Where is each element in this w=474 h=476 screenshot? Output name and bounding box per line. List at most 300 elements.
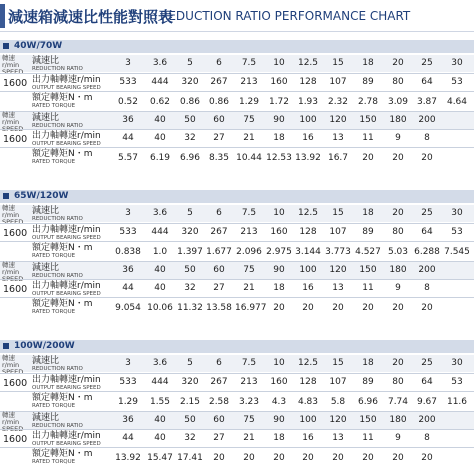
torque-cell: 1.93 xyxy=(297,97,319,107)
speed-cell: 44 xyxy=(122,283,134,293)
speed-label xyxy=(32,225,101,241)
ratio-cell: 100 xyxy=(299,265,317,275)
speed-cell: 107 xyxy=(329,377,347,387)
ratio-label-en: REDUCTION RATIO xyxy=(32,66,83,72)
torque-cell: 1.397 xyxy=(177,247,203,257)
speed-label xyxy=(32,75,101,91)
ratio-cell: 12.5 xyxy=(297,58,319,68)
speed-cell: 21 xyxy=(243,283,255,293)
speed-cell: 320 xyxy=(181,227,199,237)
speed-cell: 27 xyxy=(213,283,225,293)
ratio-cell: 50 xyxy=(184,415,196,425)
input-rpm: 1600 xyxy=(3,434,28,445)
side-unit: r/min xyxy=(2,118,20,126)
ratio-cell: 150 xyxy=(359,415,377,425)
ratio-cell: 90 xyxy=(273,415,285,425)
torque-cell: 3.144 xyxy=(295,247,321,257)
ratio-cell: 15 xyxy=(332,358,344,368)
ratio-cell: 3.6 xyxy=(152,358,168,368)
speed-cell: 64 xyxy=(421,377,433,387)
torque-cell: 20 xyxy=(421,303,433,313)
speed-label-cn: 出力軸轉速r/min xyxy=(32,75,101,85)
speed-cell: 444 xyxy=(151,377,169,387)
torque-row xyxy=(0,241,474,260)
torque-cell: 11.32 xyxy=(177,303,203,313)
torque-label-cn: 額定轉矩N・m xyxy=(32,449,93,459)
ratio-cell: 7.5 xyxy=(241,58,257,68)
side-cn: 轉速 xyxy=(2,54,15,62)
input-rpm: 1600 xyxy=(3,378,28,389)
torque-row xyxy=(0,447,474,466)
speed-cell: 16 xyxy=(302,283,314,293)
section-header xyxy=(0,340,474,353)
ratio-cell: 12.5 xyxy=(297,358,319,368)
ratio-cell: 15 xyxy=(332,208,344,218)
speed-cell: 18 xyxy=(273,133,285,143)
ratio-cell: 6 xyxy=(216,358,222,368)
torque-cell: 0.62 xyxy=(149,97,171,107)
section-header xyxy=(0,190,474,203)
ratio-cell: 200 xyxy=(418,265,436,275)
torque-label xyxy=(32,93,93,109)
torque-cell: 5.03 xyxy=(387,247,409,257)
torque-cell: 8.35 xyxy=(208,153,230,163)
torque-label xyxy=(32,299,93,315)
torque-label xyxy=(32,243,93,259)
ratio-cell: 200 xyxy=(418,415,436,425)
torque-cell: 2.78 xyxy=(357,97,379,107)
ratio-cell: 5 xyxy=(187,208,193,218)
torque-cell: 20 xyxy=(362,303,374,313)
torque-cell: 15.47 xyxy=(147,453,173,463)
ratio-cell: 5 xyxy=(187,358,193,368)
torque-cell: 7.74 xyxy=(387,397,409,407)
speed-cell: 267 xyxy=(210,227,228,237)
torque-cell: 12.53 xyxy=(266,153,292,163)
side-cn: 轉速 xyxy=(2,204,15,212)
torque-row xyxy=(0,391,474,410)
torque-cell: 6.96 xyxy=(179,153,201,163)
speed-cell: 267 xyxy=(210,77,228,87)
speed-cell: 13 xyxy=(332,283,344,293)
ratio-cell: 150 xyxy=(359,265,377,275)
title-english: REDUCTION RATIO PERFORMANCE CHART xyxy=(160,9,411,23)
ratio-cell: 90 xyxy=(273,115,285,125)
ratio-label-en: REDUCTION RATIO xyxy=(32,273,83,279)
speed-label-en: OUTPUT BEARING SPEED xyxy=(32,385,101,391)
ratio-label xyxy=(32,56,83,72)
speed-label-cn: 出力軸轉速r/min xyxy=(32,281,101,291)
speed-cell: 9 xyxy=(395,283,401,293)
ratio-cell: 7.5 xyxy=(241,208,257,218)
ratio-label-cn: 減速比 xyxy=(32,263,60,273)
torque-cell: 20 xyxy=(392,303,404,313)
speed-label-cn: 出力軸轉速r/min xyxy=(32,431,101,441)
torque-cell: 6.19 xyxy=(149,153,171,163)
ratio-cell: 50 xyxy=(184,265,196,275)
speed-label-cn: 出力軸轉速r/min xyxy=(32,375,101,385)
ratio-row xyxy=(0,54,474,76)
speed-cell: 107 xyxy=(329,227,347,237)
side-en: SPEED xyxy=(2,68,24,76)
speed-cell: 160 xyxy=(270,77,288,87)
ratio-cell: 60 xyxy=(213,115,225,125)
speed-cell: 213 xyxy=(240,77,258,87)
side-unit: r/min xyxy=(2,211,20,219)
speed-cell: 80 xyxy=(392,377,404,387)
speed-label-en: OUTPUT BEARING SPEED xyxy=(32,291,101,297)
ratio-cell: 120 xyxy=(329,415,347,425)
ratio-cell: 100 xyxy=(299,415,317,425)
ratio-cell: 15 xyxy=(332,58,344,68)
speed-label-en: OUTPUT BEARING SPEED xyxy=(32,235,101,241)
ratio-cell: 180 xyxy=(389,265,407,275)
speed-cell: 27 xyxy=(213,133,225,143)
ratio-label-cn: 減速比 xyxy=(32,413,60,423)
torque-cell: 2.975 xyxy=(266,247,292,257)
ratio-cell: 150 xyxy=(359,115,377,125)
speed-cell: 444 xyxy=(151,227,169,237)
section-title: 100W/200W xyxy=(14,341,75,351)
speed-cell: 128 xyxy=(299,377,317,387)
side-cn: 轉速 xyxy=(2,411,15,419)
speed-cell: 16 xyxy=(302,133,314,143)
speed-cell: 533 xyxy=(119,377,137,387)
speed-cell: 18 xyxy=(273,433,285,443)
ratio-cell: 40 xyxy=(154,265,166,275)
section-header xyxy=(0,40,474,53)
speed-label xyxy=(32,375,101,391)
torque-cell: 2.32 xyxy=(327,97,349,107)
ratio-cell: 5 xyxy=(187,58,193,68)
torque-label-en: RATED TORQUE xyxy=(32,309,76,315)
ratio-cell: 36 xyxy=(122,415,134,425)
torque-cell: 13.58 xyxy=(206,303,232,313)
ratio-cell: 10 xyxy=(273,208,285,218)
ratio-row xyxy=(0,204,474,226)
torque-cell: 2.58 xyxy=(208,397,230,407)
torque-cell: 9.67 xyxy=(416,397,438,407)
ratio-cell: 100 xyxy=(299,115,317,125)
ratio-cell: 7.5 xyxy=(241,358,257,368)
ratio-cell: 200 xyxy=(418,115,436,125)
ratio-row xyxy=(0,261,474,283)
speed-row xyxy=(0,73,474,91)
ratio-cell: 50 xyxy=(184,115,196,125)
ratio-label xyxy=(32,263,83,279)
torque-cell: 1.29 xyxy=(117,397,139,407)
side-en: SPEED xyxy=(2,275,24,283)
ratio-cell: 18 xyxy=(362,208,374,218)
torque-row xyxy=(0,297,474,316)
ratio-cell: 3.6 xyxy=(152,208,168,218)
ratio-cell: 36 xyxy=(122,115,134,125)
speed-cell: 444 xyxy=(151,77,169,87)
ratio-cell: 36 xyxy=(122,265,134,275)
speed-cell: 32 xyxy=(184,433,196,443)
speed-cell: 53 xyxy=(451,227,463,237)
speed-cell: 80 xyxy=(392,227,404,237)
torque-cell: 20 xyxy=(332,303,344,313)
side-en: SPEED xyxy=(2,125,24,133)
side-unit: r/min xyxy=(2,361,20,369)
ratio-cell: 10 xyxy=(273,358,285,368)
section-square-icon xyxy=(3,193,9,199)
torque-cell: 10.06 xyxy=(147,303,173,313)
speed-cell: 320 xyxy=(181,377,199,387)
speed-label-en: OUTPUT BEARING SPEED xyxy=(32,141,101,147)
speed-row xyxy=(0,223,474,241)
ratio-cell: 75 xyxy=(243,115,255,125)
ratio-cell: 25 xyxy=(421,358,433,368)
ratio-cell: 40 xyxy=(154,115,166,125)
speed-cell: 32 xyxy=(184,283,196,293)
speed-label xyxy=(32,131,101,147)
speed-cell: 8 xyxy=(424,433,430,443)
torque-cell: 20 xyxy=(362,153,374,163)
side-en: SPEED xyxy=(2,218,24,226)
speed-cell: 267 xyxy=(210,377,228,387)
torque-cell: 3.23 xyxy=(238,397,260,407)
side-unit: r/min xyxy=(2,268,20,276)
speed-cell: 32 xyxy=(184,133,196,143)
section-square-icon xyxy=(3,43,9,49)
speed-cell: 213 xyxy=(240,227,258,237)
ratio-cell: 3 xyxy=(125,358,131,368)
torque-cell: 17.41 xyxy=(177,453,203,463)
ratio-label xyxy=(32,113,83,129)
side-cn: 轉速 xyxy=(2,261,15,269)
ratio-row xyxy=(0,354,474,376)
torque-label-en: RATED TORQUE xyxy=(32,403,76,409)
torque-label xyxy=(32,149,93,165)
torque-label-cn: 額定轉矩N・m xyxy=(32,243,93,253)
speed-cell: 53 xyxy=(451,77,463,87)
torque-cell: 3.87 xyxy=(416,97,438,107)
torque-label-cn: 額定轉矩N・m xyxy=(32,393,93,403)
torque-cell: 20 xyxy=(273,453,285,463)
speed-cell: 160 xyxy=(270,377,288,387)
torque-cell: 11.6 xyxy=(446,397,468,407)
torque-cell: 4.64 xyxy=(446,97,468,107)
ratio-cell: 6 xyxy=(216,208,222,218)
torque-cell: 10.44 xyxy=(236,153,262,163)
torque-cell: 0.86 xyxy=(179,97,201,107)
section-title: 40W/70W xyxy=(14,41,63,51)
torque-cell: 5.8 xyxy=(330,397,346,407)
torque-cell: 20 xyxy=(213,453,225,463)
ratio-cell: 18 xyxy=(362,358,374,368)
ratio-cell: 120 xyxy=(329,265,347,275)
section-title: 65W/120W xyxy=(14,191,69,201)
speed-cell: 18 xyxy=(273,283,285,293)
ratio-cell: 30 xyxy=(451,58,463,68)
torque-label xyxy=(32,449,93,465)
speed-cell: 16 xyxy=(302,433,314,443)
speed-cell: 11 xyxy=(362,283,374,293)
torque-cell: 5.57 xyxy=(117,153,139,163)
torque-cell: 2.15 xyxy=(179,397,201,407)
speed-cell: 8 xyxy=(424,133,430,143)
torque-cell: 9.054 xyxy=(115,303,141,313)
torque-cell: 20 xyxy=(362,453,374,463)
torque-cell: 1.0 xyxy=(152,247,168,257)
ratio-cell: 60 xyxy=(213,265,225,275)
ratio-cell: 3 xyxy=(125,208,131,218)
torque-cell: 1.677 xyxy=(206,247,232,257)
torque-cell: 0.52 xyxy=(117,97,139,107)
input-rpm: 1600 xyxy=(3,284,28,295)
torque-cell: 4.527 xyxy=(355,247,381,257)
ratio-cell: 12.5 xyxy=(297,208,319,218)
speed-cell: 13 xyxy=(332,133,344,143)
speed-cell: 40 xyxy=(154,133,166,143)
torque-label-cn: 額定轉矩N・m xyxy=(32,149,93,159)
speed-cell: 89 xyxy=(362,377,374,387)
torque-cell: 20 xyxy=(332,453,344,463)
ratio-cell: 90 xyxy=(273,265,285,275)
ratio-cell: 20 xyxy=(392,358,404,368)
torque-cell: 20 xyxy=(421,153,433,163)
ratio-label xyxy=(32,413,83,429)
ratio-cell: 3 xyxy=(125,58,131,68)
speed-cell: 128 xyxy=(299,227,317,237)
side-cn: 轉速 xyxy=(2,354,15,362)
ratio-label-cn: 減速比 xyxy=(32,206,60,216)
speed-cell: 533 xyxy=(119,227,137,237)
title-bar xyxy=(0,0,474,32)
ratio-row xyxy=(0,111,474,133)
speed-row xyxy=(0,429,474,447)
speed-cell: 53 xyxy=(451,377,463,387)
ratio-label-en: REDUCTION RATIO xyxy=(32,366,83,372)
torque-cell: 4.83 xyxy=(297,397,319,407)
ratio-cell: 20 xyxy=(392,208,404,218)
torque-label-en: RATED TORQUE xyxy=(32,253,76,259)
torque-cell: 20 xyxy=(302,303,314,313)
speed-cell: 11 xyxy=(362,133,374,143)
torque-cell: 1.72 xyxy=(268,97,290,107)
torque-cell: 0.86 xyxy=(208,97,230,107)
section-square-icon xyxy=(3,343,9,349)
ratio-cell: 25 xyxy=(421,58,433,68)
torque-cell: 6.96 xyxy=(357,397,379,407)
speed-cell: 128 xyxy=(299,77,317,87)
torque-cell: 3.09 xyxy=(387,97,409,107)
speed-cell: 89 xyxy=(362,227,374,237)
speed-cell: 27 xyxy=(213,433,225,443)
speed-cell: 64 xyxy=(421,77,433,87)
torque-cell: 13.92 xyxy=(115,453,141,463)
torque-cell: 1.55 xyxy=(149,397,171,407)
torque-row xyxy=(0,91,474,110)
ratio-cell: 75 xyxy=(243,265,255,275)
torque-cell: 2.096 xyxy=(236,247,262,257)
speed-row xyxy=(0,373,474,391)
torque-label-cn: 額定轉矩N・m xyxy=(32,93,93,103)
ratio-row xyxy=(0,411,474,433)
torque-cell: 1.29 xyxy=(238,97,260,107)
torque-cell: 6.288 xyxy=(414,247,440,257)
torque-label-en: RATED TORQUE xyxy=(32,103,76,109)
torque-cell: 20 xyxy=(243,453,255,463)
torque-label-en: RATED TORQUE xyxy=(32,159,76,165)
ratio-cell: 40 xyxy=(154,415,166,425)
torque-cell: 20 xyxy=(302,453,314,463)
ratio-label xyxy=(32,206,83,222)
side-cn: 轉速 xyxy=(2,111,15,119)
speed-cell: 21 xyxy=(243,433,255,443)
torque-cell: 20 xyxy=(273,303,285,313)
speed-label-cn: 出力軸轉速r/min xyxy=(32,131,101,141)
ratio-cell: 20 xyxy=(392,58,404,68)
speed-label xyxy=(32,431,101,447)
speed-cell: 44 xyxy=(122,433,134,443)
ratio-cell: 120 xyxy=(329,115,347,125)
torque-cell: 13.92 xyxy=(295,153,321,163)
ratio-cell: 180 xyxy=(389,115,407,125)
ratio-cell: 10 xyxy=(273,58,285,68)
input-rpm: 1600 xyxy=(3,228,28,239)
title-chinese: 減速箱減速比性能對照表 xyxy=(8,8,174,26)
speed-cell: 11 xyxy=(362,433,374,443)
side-unit: r/min xyxy=(2,418,20,426)
speed-cell: 107 xyxy=(329,77,347,87)
speed-cell: 80 xyxy=(392,77,404,87)
speed-cell: 13 xyxy=(332,433,344,443)
input-rpm: 1600 xyxy=(3,78,28,89)
side-unit: r/min xyxy=(2,61,20,69)
ratio-label xyxy=(32,356,83,372)
speed-cell: 320 xyxy=(181,77,199,87)
speed-row xyxy=(0,279,474,297)
torque-cell: 7.545 xyxy=(444,247,470,257)
torque-cell: 4.3 xyxy=(271,397,287,407)
speed-label xyxy=(32,281,101,297)
ratio-label-en: REDUCTION RATIO xyxy=(32,423,83,429)
ratio-label-cn: 減速比 xyxy=(32,356,60,366)
title-accent xyxy=(0,4,5,28)
ratio-cell: 60 xyxy=(213,415,225,425)
torque-label xyxy=(32,393,93,409)
ratio-cell: 3.6 xyxy=(152,58,168,68)
ratio-cell: 30 xyxy=(451,358,463,368)
ratio-label-cn: 減速比 xyxy=(32,113,60,123)
torque-cell: 20 xyxy=(421,453,433,463)
speed-label-en: OUTPUT BEARING SPEED xyxy=(32,85,101,91)
speed-cell: 533 xyxy=(119,77,137,87)
ratio-cell: 30 xyxy=(451,208,463,218)
speed-cell: 64 xyxy=(421,227,433,237)
speed-cell: 9 xyxy=(395,433,401,443)
torque-cell: 20 xyxy=(392,453,404,463)
speed-row xyxy=(0,129,474,147)
torque-cell: 20 xyxy=(392,153,404,163)
speed-cell: 160 xyxy=(270,227,288,237)
torque-row xyxy=(0,147,474,166)
torque-cell: 3.773 xyxy=(325,247,351,257)
speed-cell: 40 xyxy=(154,433,166,443)
ratio-label-en: REDUCTION RATIO xyxy=(32,123,83,129)
speed-cell: 21 xyxy=(243,133,255,143)
speed-cell: 44 xyxy=(122,133,134,143)
torque-label-cn: 額定轉矩N・m xyxy=(32,299,93,309)
side-en: SPEED xyxy=(2,368,24,376)
ratio-cell: 25 xyxy=(421,208,433,218)
speed-label-cn: 出力軸轉速r/min xyxy=(32,225,101,235)
ratio-cell: 6 xyxy=(216,58,222,68)
torque-cell: 16.7 xyxy=(327,153,349,163)
